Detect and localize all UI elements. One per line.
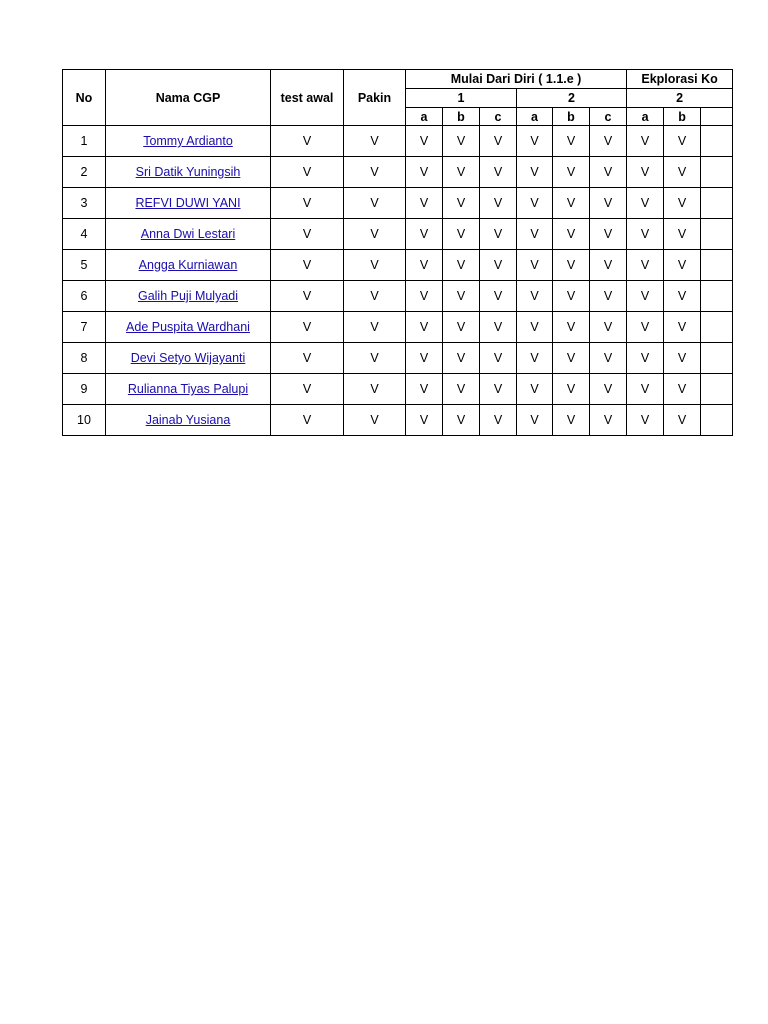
cell-mark: V <box>627 281 664 312</box>
header-g1-sub-1: 1 <box>406 89 517 108</box>
cell-no: 5 <box>63 250 106 281</box>
cell-no: 6 <box>63 281 106 312</box>
cell-mark: V <box>406 281 443 312</box>
table-body <box>63 126 733 436</box>
cell-test-awal: V <box>271 405 344 436</box>
cell-mark: V <box>627 188 664 219</box>
cell-empty <box>701 250 733 281</box>
header-g1-sub-2: 2 <box>517 89 627 108</box>
cell-mark: V <box>517 312 553 343</box>
cell-name <box>106 157 271 188</box>
cell-mark: V <box>480 126 517 157</box>
cell-mark: V <box>406 219 443 250</box>
header-letter: a <box>406 108 443 126</box>
header-letter: a <box>517 108 553 126</box>
cell-mark: V <box>553 281 590 312</box>
cell-mark: V <box>590 405 627 436</box>
cell-no: 2 <box>63 157 106 188</box>
cell-mark: V <box>590 312 627 343</box>
header-letter: a <box>627 108 664 126</box>
cell-mark: V <box>664 312 701 343</box>
spreadsheet-area <box>62 69 718 436</box>
cell-mark: V <box>517 219 553 250</box>
header-group-eksplorasi: Ekplorasi Ko <box>627 70 733 89</box>
cell-mark: V <box>443 312 480 343</box>
cell-pakin: V <box>344 126 406 157</box>
cell-name <box>106 188 271 219</box>
header-letter: c <box>480 108 517 126</box>
table-row <box>63 157 733 188</box>
header-no: No <box>63 70 106 126</box>
cell-mark: V <box>627 250 664 281</box>
cell-mark: V <box>664 343 701 374</box>
cell-mark: V <box>406 126 443 157</box>
cell-mark: V <box>627 157 664 188</box>
cell-mark: V <box>553 250 590 281</box>
cell-test-awal: V <box>271 219 344 250</box>
cell-mark: V <box>664 405 701 436</box>
cell-mark: V <box>443 250 480 281</box>
cell-mark: V <box>443 126 480 157</box>
participant-name-link[interactable]: REFVI DUWI YANI <box>135 196 241 210</box>
cell-pakin: V <box>344 281 406 312</box>
cell-mark: V <box>553 312 590 343</box>
cell-mark: V <box>553 374 590 405</box>
cell-mark: V <box>443 405 480 436</box>
cell-mark: V <box>480 281 517 312</box>
cell-mark: V <box>590 343 627 374</box>
header-letter-empty <box>701 108 733 126</box>
header-row-1 <box>63 70 733 89</box>
cell-mark: V <box>664 219 701 250</box>
cell-mark: V <box>664 281 701 312</box>
cell-test-awal: V <box>271 126 344 157</box>
cell-no: 9 <box>63 374 106 405</box>
cell-empty <box>701 188 733 219</box>
cell-empty <box>701 405 733 436</box>
table-row <box>63 312 733 343</box>
cell-mark: V <box>553 126 590 157</box>
cell-mark: V <box>590 219 627 250</box>
cell-name <box>106 374 271 405</box>
cell-mark: V <box>590 374 627 405</box>
header-pakin: Pakin <box>344 70 406 126</box>
cell-name <box>106 405 271 436</box>
cell-no: 8 <box>63 343 106 374</box>
table-row <box>63 250 733 281</box>
cell-mark: V <box>480 219 517 250</box>
cell-pakin: V <box>344 405 406 436</box>
cell-mark: V <box>590 250 627 281</box>
cell-mark: V <box>480 405 517 436</box>
cell-empty <box>701 157 733 188</box>
cell-mark: V <box>553 343 590 374</box>
cell-mark: V <box>480 250 517 281</box>
cell-mark: V <box>443 157 480 188</box>
cell-mark: V <box>406 157 443 188</box>
cell-no: 1 <box>63 126 106 157</box>
header-letter: b <box>553 108 590 126</box>
cell-pakin: V <box>344 374 406 405</box>
cell-mark: V <box>406 250 443 281</box>
header-letter: b <box>664 108 701 126</box>
cell-mark: V <box>480 157 517 188</box>
participant-name-link[interactable]: Rulianna Tiyas Palupi <box>127 382 249 396</box>
cell-mark: V <box>590 188 627 219</box>
cell-mark: V <box>627 405 664 436</box>
cell-test-awal: V <box>271 250 344 281</box>
participant-name-link[interactable]: Jainab Yusiana <box>145 413 231 427</box>
cell-pakin: V <box>344 157 406 188</box>
cell-mark: V <box>590 157 627 188</box>
table-row <box>63 126 733 157</box>
cell-test-awal: V <box>271 281 344 312</box>
cell-mark: V <box>443 219 480 250</box>
cell-no: 4 <box>63 219 106 250</box>
cell-name <box>106 250 271 281</box>
cell-mark: V <box>517 343 553 374</box>
cell-name <box>106 219 271 250</box>
cell-test-awal: V <box>271 343 344 374</box>
cell-mark: V <box>480 312 517 343</box>
cell-mark: V <box>627 312 664 343</box>
cell-mark: V <box>553 188 590 219</box>
cell-mark: V <box>443 374 480 405</box>
table-row <box>63 374 733 405</box>
cell-mark: V <box>406 188 443 219</box>
cell-no: 7 <box>63 312 106 343</box>
attendance-table <box>62 69 733 436</box>
cell-name <box>106 281 271 312</box>
cell-name <box>106 343 271 374</box>
cell-mark: V <box>517 157 553 188</box>
cell-mark: V <box>443 281 480 312</box>
cell-pakin: V <box>344 188 406 219</box>
cell-mark: V <box>664 188 701 219</box>
cell-mark: V <box>627 126 664 157</box>
cell-mark: V <box>590 126 627 157</box>
cell-mark: V <box>627 374 664 405</box>
cell-pakin: V <box>344 219 406 250</box>
cell-mark: V <box>517 126 553 157</box>
table-row <box>63 405 733 436</box>
participant-name-link[interactable]: Devi Setyo Wijayanti <box>130 351 246 365</box>
participant-name-link[interactable]: Ade Puspita Wardhani <box>126 320 250 334</box>
cell-no: 3 <box>63 188 106 219</box>
cell-mark: V <box>553 405 590 436</box>
cell-mark: V <box>517 281 553 312</box>
cell-mark: V <box>406 374 443 405</box>
cell-mark: V <box>517 405 553 436</box>
cell-mark: V <box>443 343 480 374</box>
cell-mark: V <box>517 250 553 281</box>
cell-pakin: V <box>344 312 406 343</box>
header-nama-cgp: Nama CGP <box>106 70 271 126</box>
cell-no: 10 <box>63 405 106 436</box>
cell-mark: V <box>664 250 701 281</box>
cell-mark: V <box>664 157 701 188</box>
table-row <box>63 219 733 250</box>
cell-mark: V <box>553 219 590 250</box>
header-g2-sub-2: 2 <box>627 89 733 108</box>
cell-mark: V <box>443 188 480 219</box>
cell-empty <box>701 343 733 374</box>
table-row <box>63 188 733 219</box>
participant-name-link[interactable]: Tommy Ardianto <box>143 134 233 148</box>
header-letter: b <box>443 108 480 126</box>
cell-mark: V <box>517 374 553 405</box>
cell-mark: V <box>590 281 627 312</box>
header-test-awal: test awal <box>271 70 344 126</box>
cell-mark: V <box>406 343 443 374</box>
cell-pakin: V <box>344 250 406 281</box>
header-letter: c <box>590 108 627 126</box>
table-row <box>63 281 733 312</box>
cell-mark: V <box>664 126 701 157</box>
cell-mark: V <box>627 219 664 250</box>
participant-name-link[interactable]: Galih Puji Mulyadi <box>137 289 239 303</box>
cell-test-awal: V <box>271 374 344 405</box>
cell-mark: V <box>517 188 553 219</box>
cell-test-awal: V <box>271 157 344 188</box>
participant-name-link[interactable]: Sri Datik Yuningsih <box>135 165 241 179</box>
cell-mark: V <box>627 343 664 374</box>
cell-mark: V <box>553 157 590 188</box>
table-row <box>63 343 733 374</box>
cell-mark: V <box>480 343 517 374</box>
cell-pakin: V <box>344 343 406 374</box>
cell-mark: V <box>664 374 701 405</box>
cell-test-awal: V <box>271 312 344 343</box>
cell-empty <box>701 219 733 250</box>
cell-empty <box>701 374 733 405</box>
cell-name <box>106 126 271 157</box>
header-group-mulai-dari-diri: Mulai Dari Diri ( 1.1.e ) <box>406 70 627 89</box>
cell-mark: V <box>406 312 443 343</box>
cell-mark: V <box>480 188 517 219</box>
cell-name <box>106 312 271 343</box>
participant-name-link[interactable]: Angga Kurniawan <box>138 258 238 272</box>
cell-empty <box>701 126 733 157</box>
cell-empty <box>701 281 733 312</box>
cell-test-awal: V <box>271 188 344 219</box>
cell-empty <box>701 312 733 343</box>
participant-name-link[interactable]: Anna Dwi Lestari <box>140 227 236 241</box>
cell-mark: V <box>480 374 517 405</box>
cell-mark: V <box>406 405 443 436</box>
